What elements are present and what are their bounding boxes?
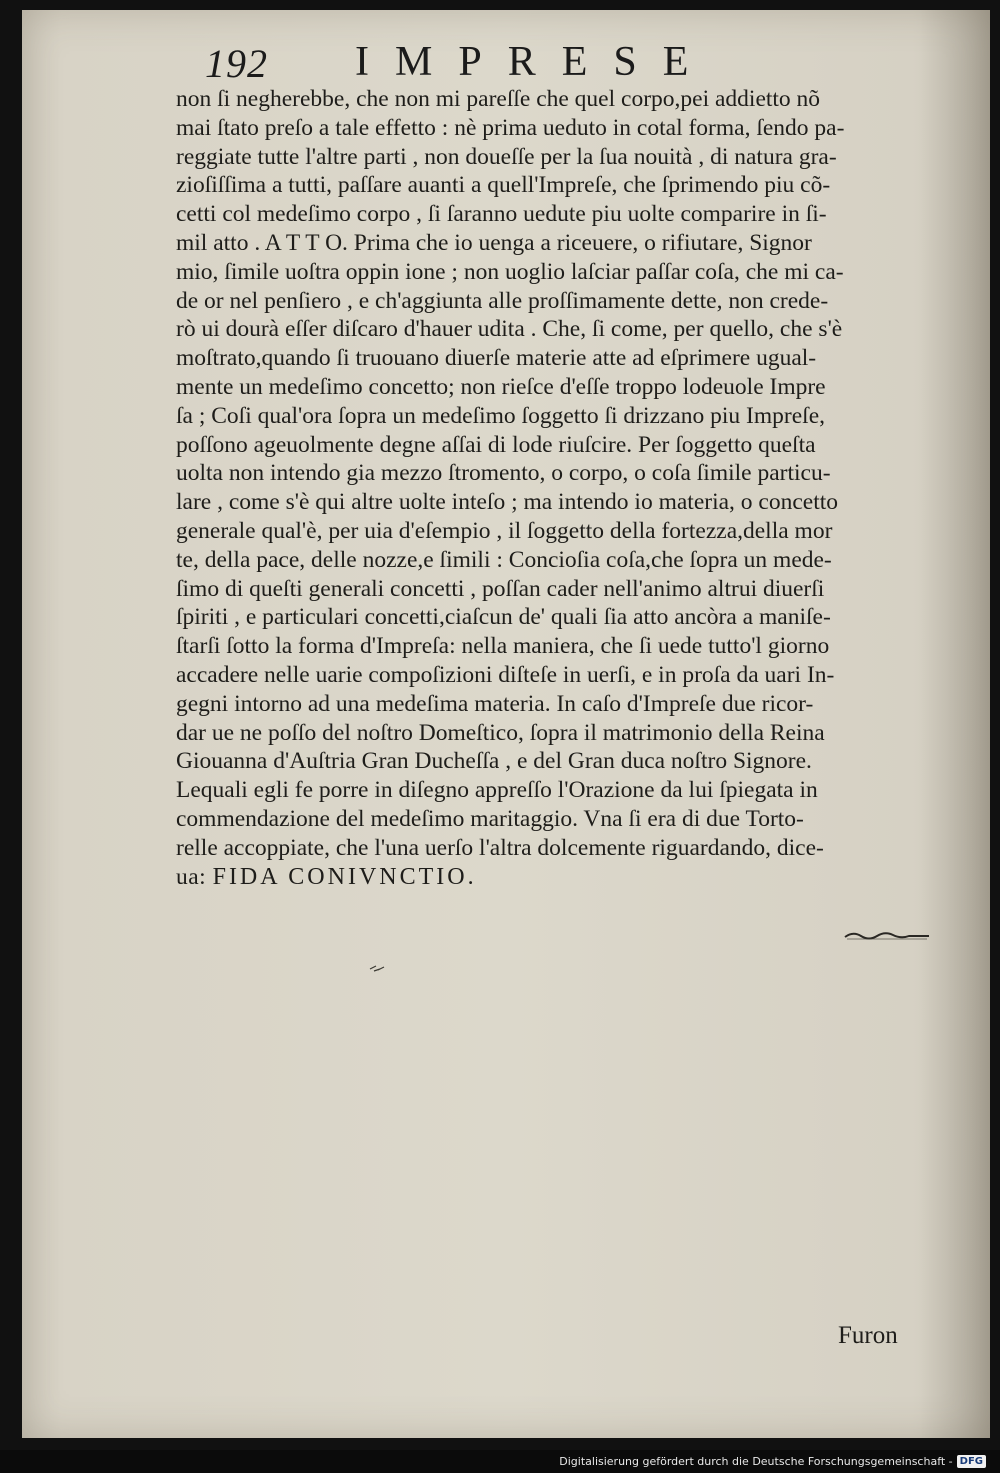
text-line: uolta non intendo gia mezzo ſtromento, o corpo, o coſa ſimile particu-: [176, 460, 831, 487]
page-number: 192: [205, 41, 268, 86]
catchword: Furon: [838, 1322, 898, 1349]
text-line: mil atto . A T T O. Prima che io uenga a riceuere, o rifiutare, Signor: [176, 229, 812, 256]
motto-line: [176, 863, 936, 892]
text-line: Lequali egli fe porre in diſegno appreſſo l'Orazione da lui ſpiegata in: [176, 777, 818, 804]
text-line: lare , come s'è qui altre uolte inteſo ; ma intendo io materia, o concetto: [176, 489, 839, 516]
text-line: ſtarſi ſotto la forma d'Impreſa: nella maniera, che ſi uede tutto'l giorno: [176, 633, 830, 660]
tailpiece-ornament-icon: [843, 928, 931, 942]
text-line: poſſono ageuolmente degne aſſai di lode riuſcire. Per ſoggetto queſta: [176, 431, 816, 458]
text-line: Giouanna d'Auſtria Gran Ducheſſa , e del Gran duca noſtro Signore.: [176, 748, 812, 775]
text-line: non ſi negherebbe, che non mi pareſſe che quel corpo,pei addietto nõ: [176, 86, 821, 112]
text-line: moſtrato,quando ſi truouano diuerſe materie atte ad eſprimere ugual-: [176, 345, 817, 372]
text-line: accadere nelle uarie compoſizioni diſteſe in uerſi, e in proſa da uari In-: [176, 661, 835, 688]
page-header: [205, 40, 765, 90]
footer-credit: [559, 1455, 986, 1468]
text-line: mio, ſimile uoſtra oppin ione ; non uoglio laſciar paſſar coſa, che mi ca-: [176, 258, 844, 285]
body-text: [176, 85, 936, 891]
credit-text: Digitalisierung gefördert durch die Deutsche Forschungsgemeinschaft -: [559, 1455, 953, 1468]
text-line: de or nel penſiero , e ch'aggiunta alle proſſimamente dette, non crede-: [176, 287, 829, 314]
text-line: gegni intorno ad una medeſima materia. In caſo d'Impreſe due ricor-: [176, 690, 814, 717]
text-line: relle accoppiate, che l'una uerſo l'altra dolcemente riguardando, dice-: [176, 834, 824, 861]
text-line: rò ui dourà eſſer diſcaro d'hauer udita . Che, ſi come, per quello, che s'è: [176, 316, 843, 343]
ink-smudge-icon: [368, 963, 390, 973]
text-line: cetti col medeſimo corpo , ſi ſaranno uedute piu uolte comparire in ſi-: [176, 201, 827, 228]
text-line: generale qual'è, per uia d'eſempio , il ſoggetto della fortezza,della mor: [176, 517, 833, 544]
text-line: ſpiriti , e particulari concetti,ciaſcun de' quali ſia atto ancòra a maniſe-: [176, 604, 831, 631]
motto: FIDA CONIVNCTIO.: [212, 863, 477, 890]
footer-bar: [0, 1450, 1000, 1473]
text-line: dar ue ne poſſo del noſtro Domeſtico, ſopra il matrimonio della Reina: [176, 719, 825, 746]
text-line: commendazione del medeſimo maritaggio. Vna ſi era di due Torto-: [176, 805, 804, 832]
text-line: mente un medeſimo concetto; non rieſce d'eſſe troppo lodeuole Impre: [176, 373, 826, 400]
text-line: zioſiſſima a tutti, paſſare auanti a quell'Impreſe, che ſprimendo piu cõ-: [176, 172, 831, 199]
motto-prefix: ua:: [176, 863, 207, 890]
text-line: ſimo di queſti generali concetti , poſſan cader nell'animo altrui diuerſi: [176, 575, 825, 602]
text-line: mai ſtato preſo a tale effetto : nè prima ueduto in cotal forma, ſendo pa-: [176, 114, 845, 141]
text-line: ſa ; Coſi qual'ora ſopra un medeſimo ſoggetto ſi drizzano piu Impreſe,: [176, 402, 826, 429]
dfg-logo-icon: DFG: [957, 1455, 986, 1468]
text-line: te, della pace, delle nozze,e ſimili : Concioſia coſa,che ſopra un mede-: [176, 546, 832, 573]
running-title: IMPRESE: [355, 39, 715, 85]
text-line: reggiate tutte l'altre parti , non doueſſe per la ſua nouità , di natura gra-: [176, 143, 837, 170]
